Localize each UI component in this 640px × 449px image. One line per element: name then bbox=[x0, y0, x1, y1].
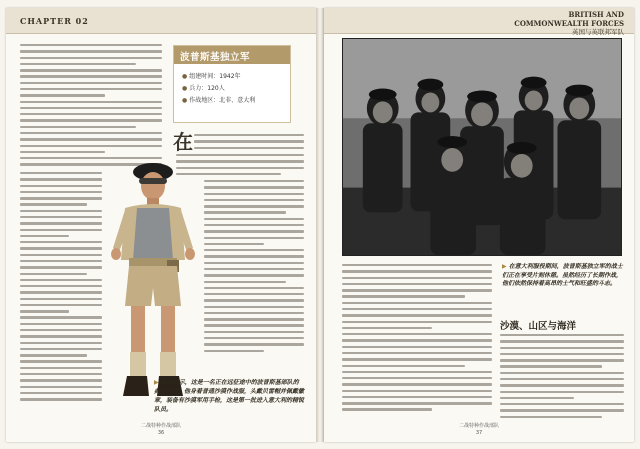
bullet-icon: ● bbox=[182, 97, 188, 104]
info-area: ● 作战地区：北非、意大利 bbox=[182, 97, 256, 104]
right-body-column bbox=[342, 264, 492, 415]
info-strength: ● 兵力：120人 bbox=[182, 85, 225, 92]
soldier-illustration bbox=[103, 156, 199, 416]
unit-info-box bbox=[173, 45, 291, 123]
left-page bbox=[6, 8, 316, 442]
left-page-number: 36 bbox=[157, 429, 165, 436]
triangle-right-icon: ▶ bbox=[154, 379, 159, 386]
right-photo-caption: ▶ 在意大利服役期间，波普斯基独立军的战士们正在享受片刻休憩。虽然经历了长期作战，他们依然保持着高昂的士气和旺盛的斗志。 bbox=[502, 263, 623, 288]
bullet-icon: ● bbox=[182, 73, 188, 80]
right-header-band bbox=[324, 8, 634, 34]
left-body-column-narrow bbox=[20, 172, 102, 404]
bullet-icon: ● bbox=[182, 85, 188, 92]
right-page-number: 37 bbox=[475, 429, 483, 436]
left-footer bbox=[6, 423, 316, 436]
book-gutter bbox=[316, 8, 324, 442]
info-box-title: 波普斯基独立军 bbox=[174, 46, 290, 64]
right-footer bbox=[324, 423, 634, 436]
triangle-right-icon: ▶ bbox=[502, 263, 507, 270]
series-title: BRITISH AND COMMONWEALTH FORCES 英国与英联邦军队 bbox=[514, 10, 624, 36]
right-page bbox=[324, 8, 634, 442]
left-right-column bbox=[194, 134, 304, 153]
section-title: 沙漠、山区与海洋 bbox=[500, 321, 577, 332]
right-section-column bbox=[500, 334, 624, 422]
soldiers-group-photo bbox=[342, 38, 622, 256]
left-header-band bbox=[6, 8, 316, 34]
chapter-label: CHAPTER 02 bbox=[20, 16, 89, 26]
left-figure-caption: ▶ 如图所示，这是一名正在远征途中的波普斯基部队的典型代表。他身着普通沙漠作战服，头戴贝雷帽并佩戴徽章，装备有沙漠军用手枪，这是第一批进入意大利的精锐队员。 bbox=[154, 379, 305, 413]
left-right-column-beside-figure bbox=[204, 180, 304, 356]
left-body-column bbox=[20, 44, 162, 170]
right-footer-title: 二战特种作战部队 bbox=[458, 423, 499, 429]
left-footer-title: 二战特种作战部队 bbox=[140, 423, 181, 429]
info-founded: ● 组建时间：1942年 bbox=[182, 73, 241, 80]
dropcap-glyph: 在 bbox=[173, 130, 193, 154]
